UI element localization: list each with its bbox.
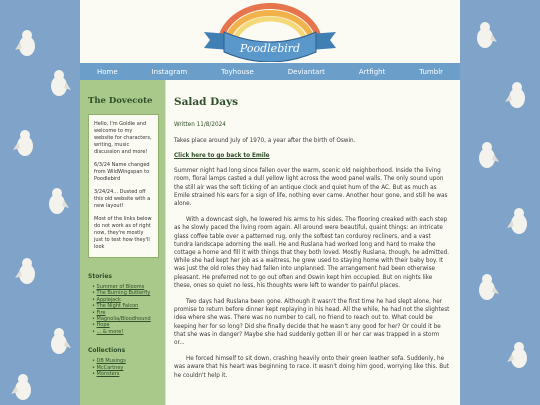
sidebar [80,80,165,405]
site-header [80,0,460,63]
story-intro: Takes place around July of 1970, a year after the birth of Oswin. [174,138,356,144]
nav-tumblr[interactable]: Tumblr [419,67,444,76]
story-link[interactable]: • Fire [92,310,165,316]
welcome-box [88,114,159,258]
story-paragraph: He forced himself to sit down, crashing heavily onto their green leather sofa. Suddenly, he was aware that his heart was beginning to race. It wasn't doing him good, worrying like this. But he couldn't help it. [174,356,449,379]
logo-text: Poodlebird [239,42,301,55]
welcome-text: Hello, I'm Goldie and welcome to my website for characters, writing, music discussion and more! [94,121,152,155]
story-link[interactable]: • The Night Falcon [92,303,165,309]
dove-icon [506,206,532,236]
dove-icon [46,326,72,356]
story-paragraph: Summer night had long since fallen over the warm, scenic old neighborhood. Inside the living room, floral lamps casted a dull yellow light across the wood panel walls. The only sound upon the still air was the soft ticking of an antique clock and quiet hum of the AC. But as much as Emile strained his ears for a sign of life, nothing ever came. Another hour gone, and still he was alone. [174,168,448,208]
main-nav [80,63,460,80]
dove-icon [14,256,40,286]
story-link[interactable]: • Summer of Blooms [92,284,165,290]
story-link[interactable]: • Magnolia/Bloodhound [92,316,165,322]
update-note: Most of the links below do not work as of right now, they're mostly just to test how they'll look [94,216,152,250]
update-note: 3/24/24... Dusted off this old website with a new layout! [94,189,151,209]
dove-icon [14,28,40,58]
story-link[interactable]: • Applejack [92,297,165,303]
dove-icon [12,128,38,158]
nav-artfight[interactable]: Artfight [358,67,386,76]
dove-icon [474,272,500,302]
dove-icon [504,80,530,110]
dove-icon [506,340,532,370]
back-to-emile-link[interactable]: Click here to go back to Emile [174,153,270,160]
story-paragraph: Two days had Ruslana been gone. Although it wasn't the first time he had slept alone, her promise to return before dinner kept replaying in his head. All the while, he had not the slightest idea where she was. There was no number to call, no friend to reach out to. What could be keeping her for so long? Did she finally decide that he wasn't any good for her? Or could it be that she was in danger? Maybe she had suddenly gotten ill or her car was trapped in a storm or... [174,299,450,347]
stories-list [92,284,165,335]
sidebar-title: The Dovecote [88,96,153,106]
dove-icon [44,186,70,216]
dove-icon [46,68,72,98]
collections-list [92,358,165,377]
nav-home[interactable]: Home [96,67,118,76]
collection-link[interactable]: • Monsters [92,371,165,377]
story-link-more[interactable]: • ... & more! [92,329,165,335]
nav-deviantart[interactable]: Deviantart [287,67,325,76]
dove-icon [474,140,500,170]
main-content [165,80,460,405]
nav-instagram[interactable]: Instagram [151,67,188,76]
page-title: Salad Days [174,96,239,108]
page-container [80,0,460,405]
story-link[interactable]: • The Burning Butterfly [92,290,165,296]
collection-link[interactable]: • DB Musings [92,358,165,364]
dove-icon [10,372,36,402]
written-date: Written 11/8/2024 [174,122,226,128]
nav-toyhouse[interactable]: Toyhouse [221,67,254,76]
collections-heading: Collections [88,347,126,355]
story-link[interactable]: • Hope [92,322,165,328]
collection-link[interactable]: • McCartney [92,365,165,371]
dove-icon [472,20,498,50]
story-paragraph: With a downcast sigh, he lowered his arms to his sides. The flooring creaked with each step as he slowly paced the living room again. All around were beautiful, quaint things: an intricate glass coffee table over a patterned rug, only the softest tan corduroy recliners, and a vast tundra landscape adorning the wall. He and Ruslana had worked long and hard to make the cottage a home and fill it with things that they both loved. Mostly Ruslana, though, he admitted. While she had kept her job as a waitress, he grew used to staying home with their baby boy. It was just the old roles they had fallen into unplanned. The arrangement had been otherwise pleasant. He preferred not to go out often and Oswin kept him occupied. But on nights like these, ones so quiet no less, his thoughts were left to wander to painful places. [174,217,450,289]
update-note: 6/3/24 Name changed from WildWingspan to Poodlebird [94,162,150,182]
stories-heading: Stories [88,273,112,280]
site-logo[interactable] [200,2,340,62]
